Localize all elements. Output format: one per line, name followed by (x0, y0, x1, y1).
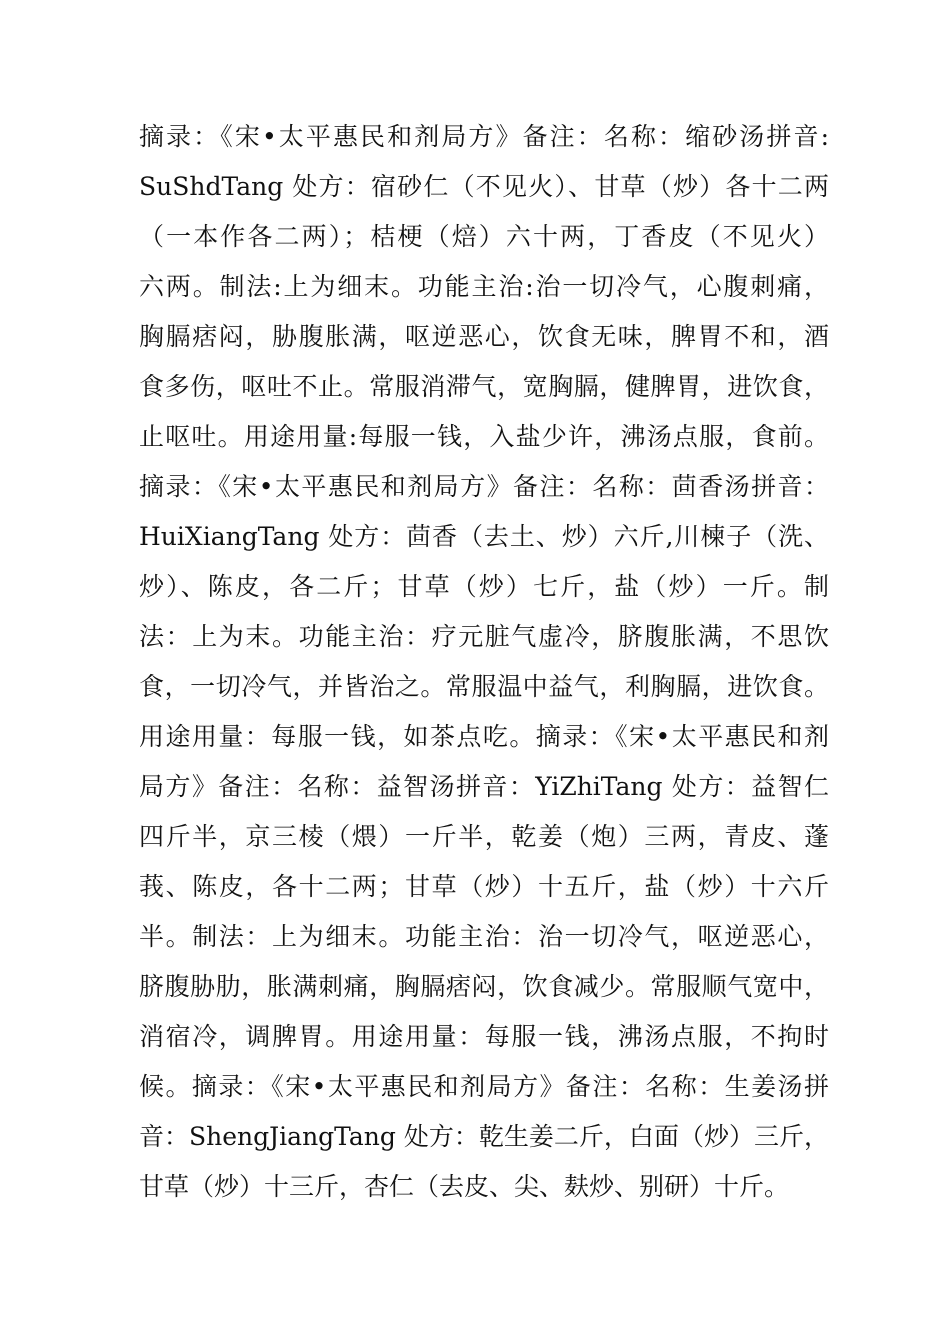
text-line: 莪、陈皮，各十二两；甘草（炒）十五斤，盐（炒）十六斤 (139, 872, 829, 901)
text-line: （一本作各二两）；桔梗（焙）六十两，丁香皮（不见火） (139, 222, 829, 251)
text-line: 摘录：《宋•太平惠民和剂局方》备注：名称：缩砂汤拼音: (139, 122, 829, 151)
text-line: 甘草（炒）十三斤，杏仁（去皮、尖、麸炒、别研）十斤。 (139, 1172, 790, 1201)
text-line: 半。制法：上为细末。功能主治：治一切冷气，呕逆恶心， (139, 922, 829, 951)
text-line: 食多伤，呕吐不止。常服消滞气，宽胸膈，健脾胃，进饮食， (139, 372, 829, 401)
text-line: 用途用量：每服一钱，如茶点吃。摘录：《宋•太平惠民和剂 (139, 722, 829, 751)
text-line: 六两。制法:上为细末。功能主治:治一切冷气，心腹刺痛， (139, 272, 829, 301)
text-line: 法：上为末。功能主治：疗元脏气虚冷，脐腹胀满，不思饮 (139, 622, 829, 651)
text-line: 食，一切冷气，并皆治之。常服温中益气，利胸膈，进饮食。 (139, 672, 829, 701)
text-line: 胸膈痞闷，胁腹胀满，呕逆恶心，饮食无味，脾胃不和，酒 (139, 322, 829, 351)
text-line: 炒）、陈皮，各二斤；甘草（炒）七斤，盐（炒）一斤。制 (139, 572, 829, 601)
text-line: 四斤半，京三棱（煨）一斤半，乾姜（炮）三两，青皮、蓬 (139, 822, 829, 851)
text-line: SuShdTang 处方：宿砂仁（不见火）、甘草（炒）各十二两 (139, 172, 829, 201)
text-line: 摘录：《宋•太平惠民和剂局方》备注：名称：茴香汤拼音： (139, 472, 829, 501)
text-line: 脐腹胁肋，胀满刺痛，胸膈痞闷，饮食减少。常服顺气宽中， (139, 972, 829, 1001)
text-line: HuiXiangTang 处方：茴香（去土、炒）六斤,川楝子（洗、 (139, 522, 829, 551)
body-text (139, 112, 829, 1212)
text-line: 音：ShengJiangTang 处方：乾生姜二斤，白面（炒）三斤， (139, 1122, 829, 1151)
text-line: 候。摘录：《宋•太平惠民和剂局方》备注：名称：生姜汤拼 (139, 1072, 829, 1101)
text-line: 局方》备注：名称：益智汤拼音：YiZhiTang 处方：益智仁 (139, 772, 829, 801)
text-line: 消宿冷，调脾胃。用途用量：每服一钱，沸汤点服，不拘时 (139, 1022, 829, 1051)
text-line: 止呕吐。用途用量:每服一钱，入盐少许，沸汤点服，食前。 (139, 422, 829, 451)
